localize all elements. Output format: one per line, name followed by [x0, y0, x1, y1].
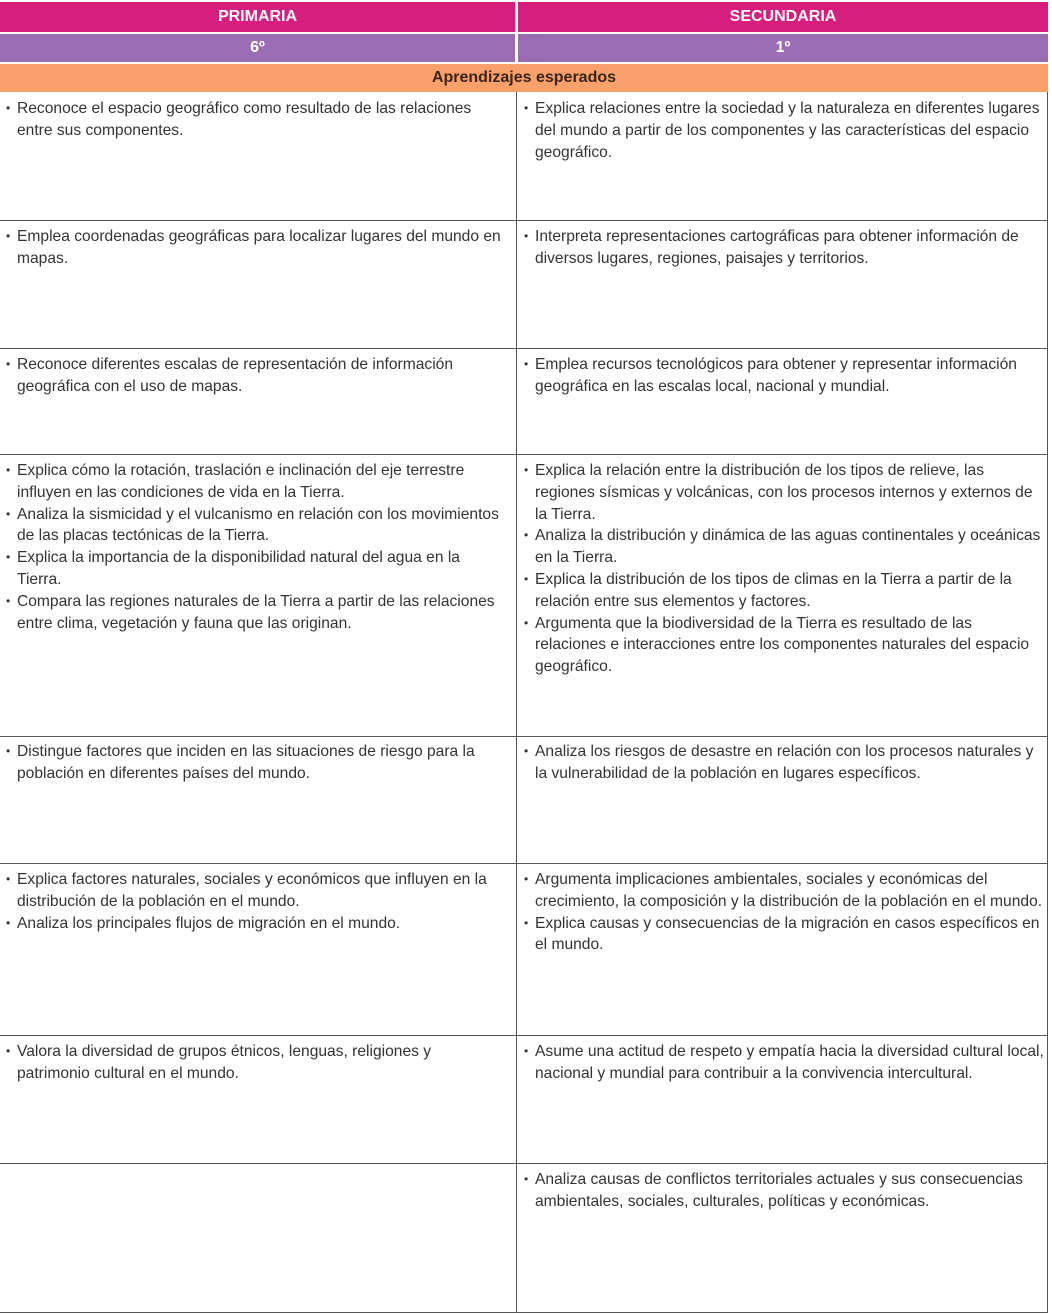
row-2-secundaria: [524, 226, 1044, 270]
list-item: • Explica cómo la rotación, traslación e inclinación del eje terrestre influyen en las condiciones de vida en la Tierra.: [6, 460, 506, 504]
row-6-secundaria: [524, 869, 1044, 956]
list-item: • Analiza la sismicidad y el vulcanismo en relación con los movimientos de las placas tectónicas de la Tierra.: [6, 504, 506, 548]
row-6-primaria: [6, 869, 506, 934]
list-item: • Analiza los principales flujos de migración en el mundo.: [6, 913, 506, 935]
list-item: • Interpreta representaciones cartográficas para obtener información de diversos lugares, regiones, paisajes y territorios.: [524, 226, 1044, 270]
row-4-primaria: [6, 460, 506, 634]
list-item: • Emplea recursos tecnológicos para obtener y representar información geográfica en las escalas local, nacional y mundial.: [524, 354, 1044, 398]
list-item: • Argumenta implicaciones ambientales, sociales y económicas del crecimiento, la composición y la distribución de la población en el mundo.: [524, 869, 1044, 913]
row-divider: [0, 1035, 1048, 1036]
list-item: • Explica la relación entre la distribución de los tipos de relieve, las regiones sísmicas y volcánicas, con los procesos internos y externos de la Tierra.: [524, 460, 1044, 525]
row-8-secundaria: [524, 1169, 1044, 1213]
list-item: • Reconoce el espacio geográfico como resultado de las relaciones entre sus componentes.: [6, 98, 506, 142]
row-divider: [0, 348, 1048, 349]
row-1-secundaria: [524, 98, 1044, 163]
row-7-primaria: [6, 1041, 506, 1085]
row-2-primaria: [6, 226, 506, 270]
header-primaria: PRIMARIA: [0, 2, 515, 32]
list-item: • Valora la diversidad de grupos étnicos, lenguas, religiones y patrimonio cultural en el mundo.: [6, 1041, 506, 1085]
row-divider: [0, 1163, 1048, 1164]
row-divider: [0, 863, 1048, 864]
list-item: • Argumenta que la biodiversidad de la Tierra es resultado de las relaciones e interacciones entre los componentes naturales del espacio geográfico.: [524, 613, 1044, 678]
right-border: [1047, 92, 1048, 1313]
list-item: • Asume una actitud de respeto y empatía hacia la diversidad cultural local, nacional y mundial para contribuir a la convivencia intercultural.: [524, 1041, 1044, 1085]
row-4-secundaria: [524, 460, 1044, 678]
list-item: • Compara las regiones naturales de la Tierra a partir de las relaciones entre clima, vegetación y fauna que las originan.: [6, 591, 506, 635]
row-5-primaria: [6, 741, 506, 785]
row-3-secundaria: [524, 354, 1044, 398]
list-item: • Analiza la distribución y dinámica de las aguas continentales y oceánicas en la Tierra.: [524, 525, 1044, 569]
column-divider: [516, 92, 517, 1313]
row-divider: [0, 454, 1048, 455]
list-item: • Analiza causas de conflictos territoriales actuales y sus consecuencias ambientales, sociales, culturales, políticas y económicas.: [524, 1169, 1044, 1213]
list-item: • Reconoce diferentes escalas de representación de información geográfica con el uso de mapas.: [6, 354, 506, 398]
section-title: Aprendizajes esperados: [0, 64, 1048, 92]
list-item: • Explica relaciones entre la sociedad y la naturaleza en diferentes lugares del mundo a partir de los componentes y las características del espacio geográfico.: [524, 98, 1044, 163]
row-7-secundaria: [524, 1041, 1044, 1085]
grade-secundaria: 1º: [518, 34, 1048, 62]
row-3-primaria: [6, 354, 506, 398]
list-item: • Explica factores naturales, sociales y económicos que influyen en la distribución de la población en el mundo.: [6, 869, 506, 913]
row-1-primaria: [6, 98, 506, 142]
header-secundaria: SECUNDARIA: [518, 2, 1048, 32]
list-item: • Analiza los riesgos de desastre en relación con los procesos naturales y la vulnerabilidad de la población en lugares específicos.: [524, 741, 1044, 785]
list-item: • Explica causas y consecuencias de la migración en casos específicos en el mundo.: [524, 913, 1044, 957]
list-item: • Emplea coordenadas geográficas para localizar lugares del mundo en mapas.: [6, 226, 506, 270]
row-divider: [0, 220, 1048, 221]
bottom-border: [0, 1312, 1048, 1313]
grade-primaria: 6º: [0, 34, 515, 62]
row-divider: [0, 736, 1048, 737]
row-5-secundaria: [524, 741, 1044, 785]
list-item: • Distingue factores que inciden en las situaciones de riesgo para la población en diferentes países del mundo.: [6, 741, 506, 785]
list-item: • Explica la distribución de los tipos de climas en la Tierra a partir de la relación entre sus elementos y factores.: [524, 569, 1044, 613]
list-item: • Explica la importancia de la disponibilidad natural del agua en la Tierra.: [6, 547, 506, 591]
